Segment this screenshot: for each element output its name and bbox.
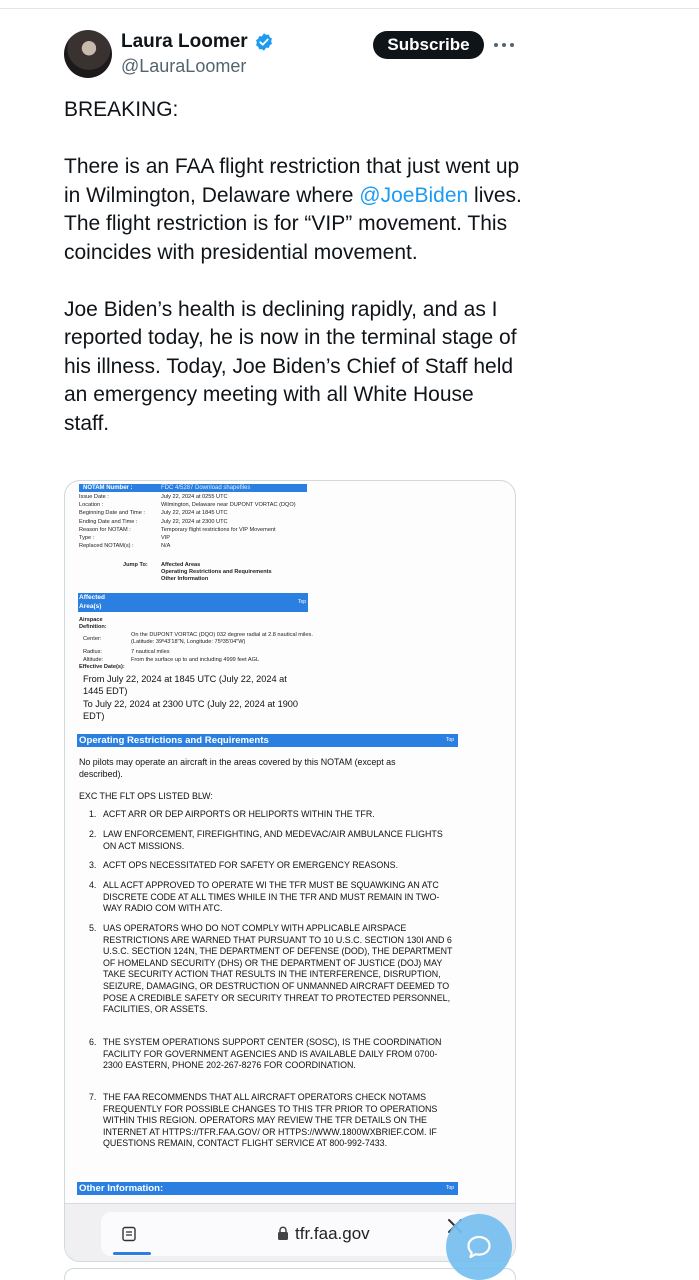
radius-label: Radius: [83, 649, 102, 655]
author-name[interactable]: Laura Loomer [121, 31, 248, 52]
restriction-number: 5. [89, 923, 97, 933]
info-row-value: Temporary flight restrictions for VIP Movement [161, 526, 276, 533]
notam-value[interactable]: FDC 4/5287 Download shapefiles [161, 485, 251, 491]
top-link[interactable]: Top [445, 737, 454, 743]
info-row-label: Reason for NOTAM : [79, 526, 131, 533]
info-row-label: Issue Date : [79, 494, 109, 500]
affected-areas-header [78, 593, 308, 612]
jump-link-affected[interactable]: Affected Areas [161, 562, 201, 568]
restriction-text: THE FAA RECOMMENDS THAT ALL AIRCRAFT OPERATORS CHECK NOTAMS FREQUENTLY FOR POSSIBLE CHANGES TO THIS TFR PRIOR TO OPERATIONS WITHIN THIS REGION. OPERATORS MAY REVIEW THE TFR DETAILS ON THE INTERNET AT HTTPS://TFR.FAA.GOV/ OR HTTPS://WWW.1800WXBRIEF.COM. IF QUESTIONS REMAIN, CONTACT FLIGHT SERVICE AT 800-992-7433. [103, 1092, 438, 1149]
restriction-number: 6. [89, 1037, 97, 1047]
airspace-definition-label: Airspace Definition: [79, 617, 107, 631]
chat-button[interactable] [446, 1214, 512, 1280]
info-row-label: Type : [79, 535, 95, 541]
tweet-text [64, 96, 524, 438]
info-row-label: Beginning Date and Time : [79, 510, 145, 517]
notam-document [65, 481, 516, 1262]
reader-indicator [113, 1252, 151, 1255]
dot [510, 43, 514, 47]
restriction-number: 3. [89, 860, 97, 870]
lock-icon [277, 1226, 289, 1241]
info-row-label: Location : [79, 502, 104, 509]
effective-from: From July 22, 2024 at 1845 UTC (July 22, 2024 at 1445 EDT) [83, 674, 287, 696]
mention-link[interactable]: @JoeBiden [359, 183, 469, 207]
restriction-number: 4. [89, 880, 97, 890]
other-information-title: Other Information: [79, 1183, 164, 1194]
top-link[interactable]: Top [297, 599, 306, 605]
altitude-value: From the surface up to and including 4999 feet AGL [131, 657, 260, 663]
tweet-paragraph-2: Joe Biden’s health is declining rapidly, and as I reported today, he is now in the terminal stage of his illness. Today, Joe Biden’s Chief of Staff held an emergency meeting with all White House staff. [64, 297, 517, 435]
dot [494, 43, 498, 47]
restriction-number: 2. [89, 829, 97, 839]
restriction-text: LAW ENFORCEMENT, FIREFIGHTING, AND MEDEVAC/AIR AMBULANCE FLIGHTS ON ACT MISSIONS. [103, 829, 443, 851]
operating-restrictions-title: Operating Restrictions and Requirements [79, 735, 269, 746]
center-label: Center: [83, 636, 102, 642]
info-row-value: VIP [161, 535, 171, 541]
next-card-edge [64, 1268, 516, 1280]
tweet-p1-after: lives. The flight restriction is for “VIP” movement. This coincides with presidential movement. [64, 183, 522, 264]
restriction-text: THE SYSTEM OPERATIONS SUPPORT CENTER (SOSC), IS THE COORDINATION FACILITY FOR GOVERNMENT AGENCIES AND IS AVAILABLE DAILY FROM 0700-2300 EASTERN, PHONE 202-267-8276 FOR COORDINATION. [103, 1037, 442, 1071]
jump-link-other[interactable]: Other Information [161, 576, 209, 582]
notam-label: NOTAM Number : [83, 485, 133, 491]
url-text[interactable]: tfr.faa.gov [295, 1224, 370, 1243]
attached-image[interactable] [64, 480, 516, 1262]
verified-badge-icon [254, 32, 274, 52]
author-name-row [121, 31, 274, 53]
info-row-value: N/A [161, 543, 171, 550]
top-divider [0, 8, 699, 9]
other-information-header [77, 1182, 458, 1195]
notam-header [79, 484, 307, 492]
operating-restrictions-header [77, 734, 458, 747]
tweet-p1-before: There is an FAA flight restriction that just went up in Wilmington, Delaware where [64, 155, 520, 207]
no-pilots-text: No pilots may operate an aircraft in the areas covered by this NOTAM (except as described). [79, 757, 396, 779]
exceptions-header: EXC THE FLT OPS LISTED BLW: [79, 791, 213, 801]
info-row-label: Replaced NOTAM(s) : [79, 543, 134, 550]
effective-to: To July 22, 2024 at 2300 UTC (July 22, 2024 at 1900 EDT) [83, 699, 299, 721]
restriction-text: ALL ACFT APPROVED TO OPERATE WI THE TFR MUST BE SQUAWKING AN ATC DISCRETE CODE AT ALL TIMES WHILE IN THE TFR AND MUST REMAIN IN TWO-WAY RADIO COM WITH ATC. [103, 880, 440, 914]
dot [502, 43, 506, 47]
subscribe-button[interactable]: Subscribe [373, 31, 484, 59]
info-row-value: Wilmington, Delaware near DUPONT VORTAC (DQO) [161, 502, 296, 509]
reader-mode-icon[interactable] [121, 1226, 137, 1242]
info-row-value: July 22, 2024 at 1845 UTC [161, 510, 228, 517]
address-field[interactable] [101, 1212, 481, 1256]
restriction-number: 7. [89, 1092, 97, 1102]
effective-dates-label: Effective Date(s): [79, 664, 125, 670]
altitude-label: Altitude: [83, 657, 104, 663]
more-horizontal-icon[interactable] [494, 36, 514, 54]
info-row-value: July 22, 2024 at 2300 UTC [161, 518, 228, 525]
chat-bubble-icon [464, 1232, 494, 1262]
radius-value: 7 nautical miles [131, 649, 170, 655]
affected-areas-title: Affected Area(s) [79, 594, 106, 610]
tweet-breaking: BREAKING: [64, 98, 179, 121]
restriction-text: ACFT ARR OR DEP AIRPORTS OR HELIPORTS WITHIN THE TFR. [103, 809, 375, 819]
tweet-paragraph-1 [64, 153, 524, 267]
top-link[interactable]: Top [445, 1185, 454, 1191]
info-row-value: July 22, 2024 at 0255 UTC [161, 494, 228, 500]
avatar[interactable] [64, 30, 112, 78]
info-row-label: Ending Date and Time : [79, 518, 138, 525]
restriction-number: 1. [89, 809, 97, 819]
center-value: On the DUPONT VORTAC (DQO) 032 degree radial at 2.8 nautical miles. (Latitude: 39º43'18"N, Longitude: 75º35'04"W) [131, 632, 313, 646]
restriction-text: UAS OPERATORS WHO DO NOT COMPLY WITH APPLICABLE AIRSPACE RESTRICTIONS ARE WARNED THAT PURSUANT TO 10 U.S.C. SECTION 130I AND 6 U.S.C. SECTION 124N, THE DEPARTMENT OF DEFENSE (DOD), THE DEPARTMENT OF HOMELAND SECURITY (DHS) OR THE DEPARTMENT OF JUSTICE (DOJ) MAY TAKE SECURITY ACTION THAT RESULTS IN THE INTERFERENCE, DISRUPTION, SEIZURE, DAMAGING, OR DESTRUCTION OF UNMANNED AIRCRAFT DEEMED TO POSE A CREDIBLE SAFETY OR SECURITY THREAT TO PROTECTED PERSONNEL, FACILITIES, OR ASSETS. [103, 923, 453, 1015]
restriction-text: ACFT OPS NECESSITATED FOR SAFETY OR EMERGENCY REASONS. [103, 860, 399, 870]
jump-link-operating[interactable]: Operating Restrictions and Requirements [161, 569, 272, 575]
jump-to-label: Jump To: [123, 562, 148, 568]
author-handle[interactable]: @LauraLoomer [121, 56, 247, 76]
